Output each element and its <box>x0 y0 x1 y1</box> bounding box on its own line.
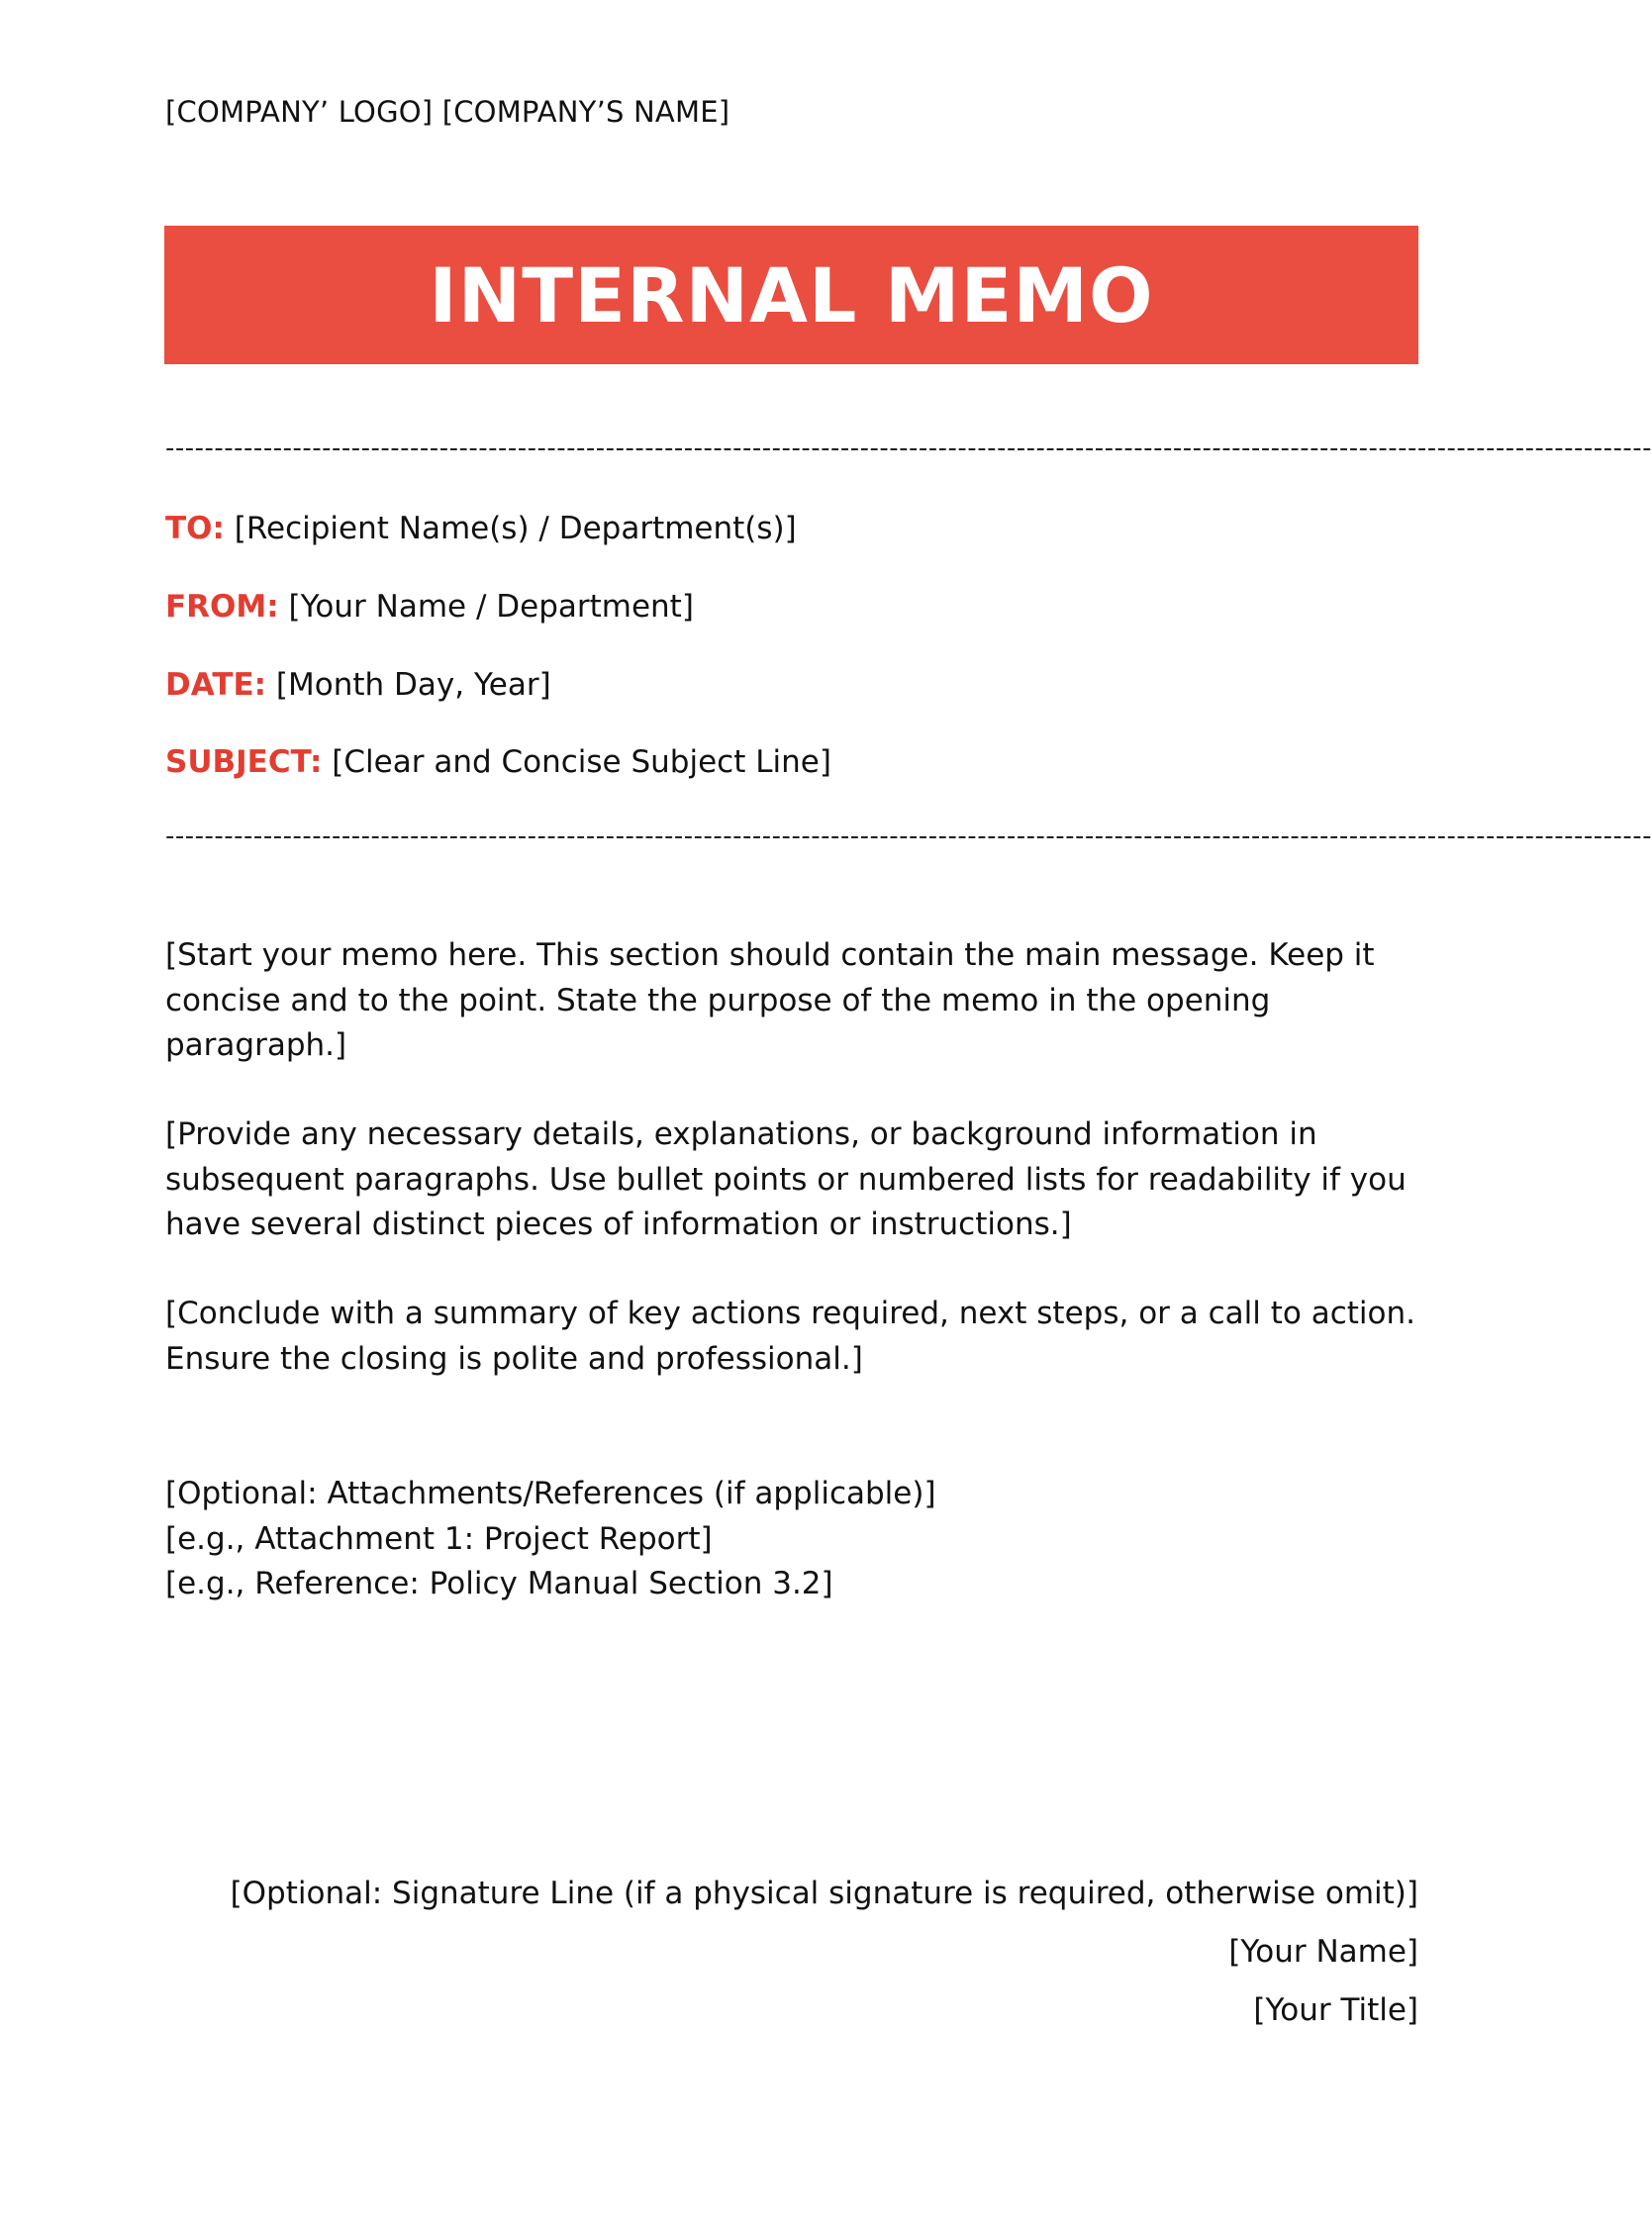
date-value: [Month Day, Year] <box>275 667 551 703</box>
top-divider: -------------------------------------------------------------------------------------------------------------------------------------------------------- <box>165 434 1652 463</box>
from-label: FROM: <box>165 589 279 625</box>
memo-title: INTERNAL MEMO <box>429 250 1154 339</box>
reference-item: [e.g., Reference: Policy Manual Section 3.2] <box>165 1566 833 1601</box>
attachment-item: [e.g., Attachment 1: Project Report] <box>165 1520 713 1557</box>
signature-name: [Your Name] <box>1228 1934 1418 1970</box>
body-paragraph-details: [Provide any necessary details, explanations, or background information in subsequent paragraphs. Use bullet points or numbered lists for readability if you have several distinct pieces of information or instructions.] <box>165 1116 1407 1242</box>
signature-title: [Your Title] <box>1253 1992 1418 2028</box>
to-value: [Recipient Name(s) / Department(s)] <box>234 511 797 546</box>
body-paragraph-opening: [Start your memo here. This section should contain the main message. Keep it concise and to the point. State the purpose of the memo in the opening paragraph.] <box>165 937 1375 1063</box>
attachments-block <box>165 1472 936 1607</box>
attachments-heading: [Optional: Attachments/References (if applicable)] <box>165 1476 936 1511</box>
date-field <box>165 667 551 703</box>
from-field <box>165 589 694 625</box>
bottom-divider: -------------------------------------------------------------------------------------------------------------------------------------------------------- <box>165 821 1652 851</box>
subject-value: [Clear and Concise Subject Line] <box>332 744 831 780</box>
memo-title-banner <box>164 226 1418 364</box>
to-label: TO: <box>165 511 225 546</box>
subject-field <box>165 744 831 780</box>
company-logo-and-name: [COMPANY’ LOGO] [COMPANY’S NAME] <box>165 95 730 129</box>
date-label: DATE: <box>165 667 267 703</box>
to-field <box>165 511 797 546</box>
body-paragraph-closing: [Conclude with a summary of key actions required, next steps, or a call to action. Ensure the closing is polite and professional.] <box>165 1296 1415 1377</box>
from-value: [Your Name / Department] <box>288 589 694 625</box>
signature-line: [Optional: Signature Line (if a physical signature is required, otherwise omit)] <box>230 1876 1418 1911</box>
subject-label: SUBJECT: <box>165 744 323 780</box>
